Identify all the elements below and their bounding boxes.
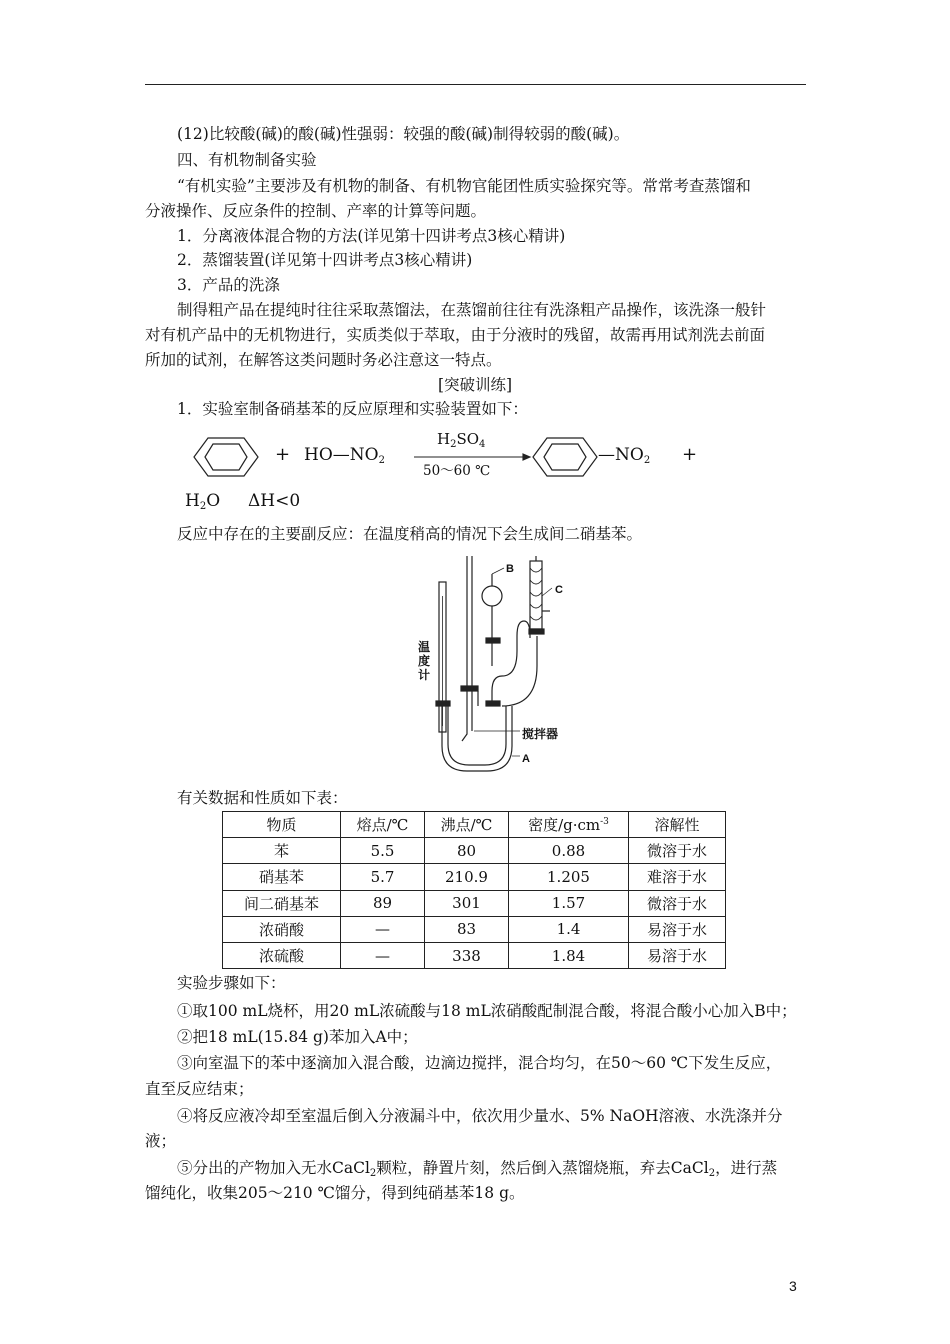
header-rule (145, 84, 806, 85)
para-2-line-1: 制得粗产品在提纯时往往采取蒸馏法，在蒸馏前往往有洗涤粗产品操作，该洗涤一般针 (177, 301, 767, 319)
label-stirrer: 搅拌器 (522, 727, 559, 741)
nitric-acid-text: HO—NO (304, 445, 379, 465)
cell: 易溶于水 (629, 942, 726, 968)
page-number: 3 (789, 1278, 797, 1294)
table-row (223, 890, 726, 916)
cell: 浓硝酸 (223, 916, 341, 942)
water-h: H (185, 491, 200, 511)
condition-temperature: 50～60 ℃ (423, 463, 491, 479)
label-thermometer: 温度计 (418, 640, 431, 682)
cell: 80 (425, 838, 509, 864)
cell: 苯 (223, 838, 341, 864)
para-1-line-1: “有机实验”主要涉及有机物的制备、有机物官能团性质实验探究等。常常考查蒸馏和 (177, 177, 751, 195)
table-row (223, 916, 726, 942)
flask-a-inner (448, 706, 506, 765)
clamp-condenser-icon (529, 629, 544, 634)
cell: 301 (425, 890, 509, 916)
cell: 易溶于水 (629, 916, 726, 942)
nitro-group-text: —NO (598, 445, 644, 465)
clamp-branch-icon (486, 701, 500, 706)
para-2-line-3: 所加的试剂，在解答这类问题时务必注意这一特点。 (145, 351, 502, 369)
step-3-line-2: 直至反应结束； (145, 1080, 254, 1098)
table-row (223, 838, 726, 864)
cell: 1.57 (509, 890, 629, 916)
cell: — (341, 942, 425, 968)
cell: 浓硫酸 (223, 942, 341, 968)
plus-sign-1: + (275, 444, 291, 465)
step-5-part-1: ⑤分出的产物加入无水CaCl (177, 1159, 370, 1177)
table-intro: 有关数据和性质如下表： (177, 789, 348, 807)
nitro-group-subscript: 2 (643, 455, 651, 466)
table-row (223, 942, 726, 968)
cell: 硝基苯 (223, 864, 341, 890)
cell: 89 (341, 890, 425, 916)
header-boiling-point: 沸点/℃ (425, 812, 509, 838)
step-3-line-1: ③向室温下的苯中逐滴加入混合酸，边滴边搅拌，混合均匀，在50～60 ℃下发生反应， (177, 1054, 782, 1072)
water-o: O (206, 491, 221, 511)
cell: — (341, 916, 425, 942)
list-item-1: 1．分离液体混合物的方法(详见第十四讲考点3核心精讲) (177, 227, 566, 245)
side-reaction-note: 反应中存在的主要副反应：在温度稍高的情况下会生成间二硝基苯。 (177, 525, 643, 543)
cell: 难溶于水 (629, 864, 726, 890)
table-header-row (223, 812, 726, 838)
item-12: (12)比较酸(碱)的酸(碱)性强弱：较强的酸(碱)制得较弱的酸(碱)。 (177, 125, 630, 143)
condenser-c-icon (530, 561, 542, 629)
para-2-line-2: 对有机产品中的无机物进行，实质类似于萃取，由于分液时的残留，故需再用试剂洗去前面 (145, 326, 766, 344)
dropping-funnel-b-icon (482, 586, 502, 606)
plus-sign-2: + (682, 444, 698, 465)
cell: 1.205 (509, 864, 629, 890)
water-subscript: 2 (199, 501, 207, 512)
label-c: C (555, 584, 563, 596)
cell: 338 (425, 942, 509, 968)
clamp-left-icon (436, 701, 450, 706)
label-b: B (506, 563, 514, 575)
nitric-acid-formula (304, 445, 385, 471)
step-1: ①取100 mL烧杯，用20 mL浓硫酸与18 mL浓硝酸配制混合酸，将混合酸小心加入B中； (177, 1002, 797, 1020)
step-4-line-1: ④将反应液冷却至室温后倒入分液漏斗中，依次用少量水、5% NaOH溶液、水洗涤并分 (177, 1107, 783, 1125)
benzene-ring-icon (194, 438, 258, 476)
nitrobenzene-ring-icon (533, 438, 597, 476)
catalyst-so: SO (456, 430, 480, 448)
cell: 微溶于水 (629, 890, 726, 916)
catalyst-sub-1: 2 (450, 439, 457, 450)
water-product (185, 491, 220, 517)
nitro-group (598, 445, 650, 471)
header-melting-point: 熔点/℃ (341, 812, 425, 838)
cell: 210.9 (425, 864, 509, 890)
header-density-exponent: -3 (600, 817, 609, 828)
cell: 83 (425, 916, 509, 942)
condition-catalyst (437, 429, 485, 455)
list-item-3: 3．产品的洗涤 (177, 276, 280, 294)
cell: 1.4 (509, 916, 629, 942)
reaction-equation (0, 428, 950, 488)
table-row (223, 864, 726, 890)
cell: 1.84 (509, 942, 629, 968)
step-4-line-2: 液； (145, 1132, 177, 1150)
training-heading: [突破训练] (437, 376, 513, 394)
list-item-2: 2．蒸馏装置(详见第十四讲考点3核心精讲) (177, 251, 473, 269)
nitric-acid-subscript: 2 (378, 455, 385, 466)
cell: 5.5 (341, 838, 425, 864)
properties-table (222, 811, 726, 969)
cell: 5.7 (341, 864, 425, 890)
header-solubility: 溶解性 (629, 812, 726, 838)
flask-a-outer (442, 706, 512, 771)
step-2: ②把18 mL(15.84 g)苯加入A中； (177, 1028, 418, 1046)
cell: 间二硝基苯 (223, 890, 341, 916)
step-5-line-1 (177, 1158, 777, 1184)
stirrer-shaft (467, 556, 472, 686)
section-heading-4: 四、有机物制备实验 (177, 151, 317, 169)
step-5-sub-1: 2 (369, 1168, 377, 1179)
clamp-mid-icon (461, 686, 478, 691)
step-5-part-2: 颗粒，静置片刻，然后倒入蒸馏烧瓶，弃去CaCl (376, 1159, 709, 1177)
cell: 0.88 (509, 838, 629, 864)
step-5-part-3: ，进行蒸 (715, 1159, 778, 1177)
step-5-line-2: 馏纯化，收集205～210 ℃馏分，得到纯硝基苯18 g。 (145, 1184, 525, 1202)
step-5-sub-2: 2 (708, 1168, 716, 1179)
header-density (509, 812, 629, 838)
enthalpy-change: ΔH<0 (248, 491, 301, 511)
label-a: A (522, 753, 530, 765)
question-1: 1．实验室制备硝基苯的反应原理和实验装置如下： (177, 400, 528, 418)
para-1-line-2: 分液操作、反应条件的控制、产率的计算等问题。 (145, 202, 487, 220)
header-density-text: 密度/g·cm (528, 816, 601, 835)
header-substance: 物质 (223, 812, 341, 838)
catalyst-sub-2: 4 (479, 439, 486, 450)
cell: 微溶于水 (629, 838, 726, 864)
catalyst-h: H (437, 430, 451, 448)
steps-title: 实验步骤如下： (177, 974, 286, 992)
clamp-funnel-icon (486, 638, 500, 643)
